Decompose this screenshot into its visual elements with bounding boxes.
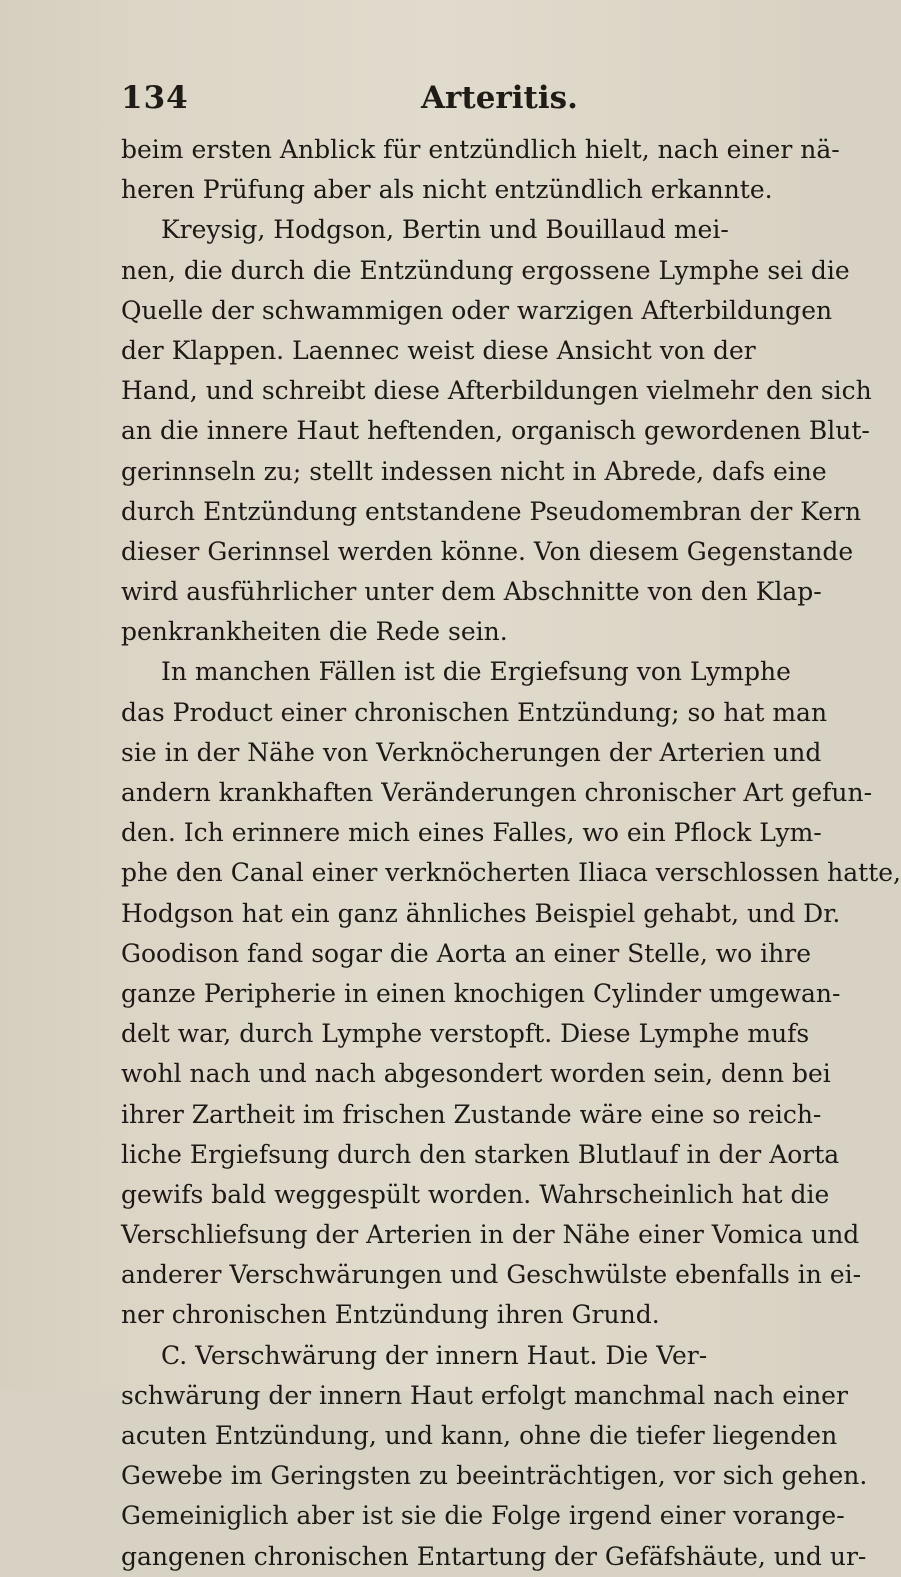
paragraph-start-line: In manchen Fällen ist die Ergiefsung von Lymphe <box>161 657 791 687</box>
text-line: gangenen chronischen Entartung der Gefäfshäute, und ur- <box>121 1541 867 1571</box>
text-line: nen, die durch die Entzündung ergossene Lymphe sei die <box>121 255 850 285</box>
text-line: an die innere Haut heftenden, organisch gewordenen Blut- <box>121 416 870 446</box>
paragraph-start-line: Kreysig, Hodgson, Bertin und Bouillaud mei- <box>161 215 729 245</box>
text-line: heren Prüfung aber als nicht entzündlich erkannte. <box>121 175 773 205</box>
text-line: wohl nach und nach abgesondert worden sein, denn bei <box>121 1059 831 1089</box>
text-line: Gemeiniglich aber ist sie die Folge irgend einer vorange- <box>121 1501 845 1531</box>
running-head: Arteritis. <box>421 80 578 116</box>
text-line: Quelle der schwammigen oder warzigen Afterbildungen <box>121 295 833 325</box>
text-line: penkrankheiten die Rede sein. <box>121 617 508 647</box>
text-line: anderer Verschwärungen und Geschwülste ebenfalls in ei- <box>121 1260 862 1290</box>
text-line: der Klappen. Laennec weist diese Ansicht von der <box>121 335 756 365</box>
text-line: dieser Gerinnsel werden könne. Von diesem Gegenstande <box>121 536 854 566</box>
text-line: schwärung der innern Haut erfolgt manchmal nach einer <box>121 1380 848 1410</box>
text-line: Hodgson hat ein ganz ähnliches Beispiel gehabt, und Dr. <box>121 898 841 928</box>
text-line: sie in der Nähe von Verknöcherungen der Arterien und <box>121 737 822 767</box>
text-line: den. Ich erinnere mich eines Falles, wo ein Pflock Lym- <box>121 818 822 848</box>
text-line: Hand, und schreibt diese Afterbildungen vielmehr den sich <box>121 376 872 406</box>
section-heading-line: C. Verschwärung der innern Haut. Die Ver- <box>161 1340 708 1370</box>
text-line: andern krankhaften Veränderungen chronischer Art gefun- <box>121 778 873 807</box>
text-line: liche Ergiefsung durch den starken Blutlauf in der Aorta <box>121 1139 840 1169</box>
text-line: beim ersten Anblick für entzündlich hielt, nach einer nä- <box>121 135 840 164</box>
text-line: gerinnseln zu; stellt indessen nicht in Abrede, dafs eine <box>121 456 827 486</box>
text-line: delt war, durch Lymphe verstopft. Diese Lymphe mufs <box>121 1019 810 1049</box>
page-header <box>121 80 741 120</box>
text-line: Verschliefsung der Arterien in der Nähe einer Vomica und <box>121 1220 860 1250</box>
text-line: phe den Canal einer verknöcherten Iliaca verschlossen hatte, <box>121 858 901 888</box>
page-number: 134 <box>121 80 189 116</box>
text-line: acuten Entzündung, und kann, ohne die tiefer liegenden <box>121 1421 838 1450</box>
text-line: gewifs bald weggespült worden. Wahrscheinlich hat die <box>121 1179 830 1209</box>
text-line: ner chronischen Entzündung ihren Grund. <box>121 1300 660 1330</box>
text-line: durch Entzündung entstandene Pseudomembran der Kern <box>121 496 862 526</box>
text-line: Gewebe im Geringsten zu beeinträchtigen, vor sich gehen. <box>121 1461 868 1491</box>
text-line: Goodison fand sogar die Aorta an einer Stelle, wo ihre <box>121 938 812 968</box>
text-line: ganze Peripherie in einen knochigen Cylinder umgewan- <box>121 978 841 1008</box>
text-line: wird ausführlicher unter dem Abschnitte von den Klap- <box>121 577 822 607</box>
text-line: ihrer Zartheit im frischen Zustande wäre eine so reich- <box>121 1099 822 1129</box>
text-line: das Product einer chronischen Entzündung; so hat man <box>121 697 828 727</box>
body-text <box>121 130 901 1577</box>
